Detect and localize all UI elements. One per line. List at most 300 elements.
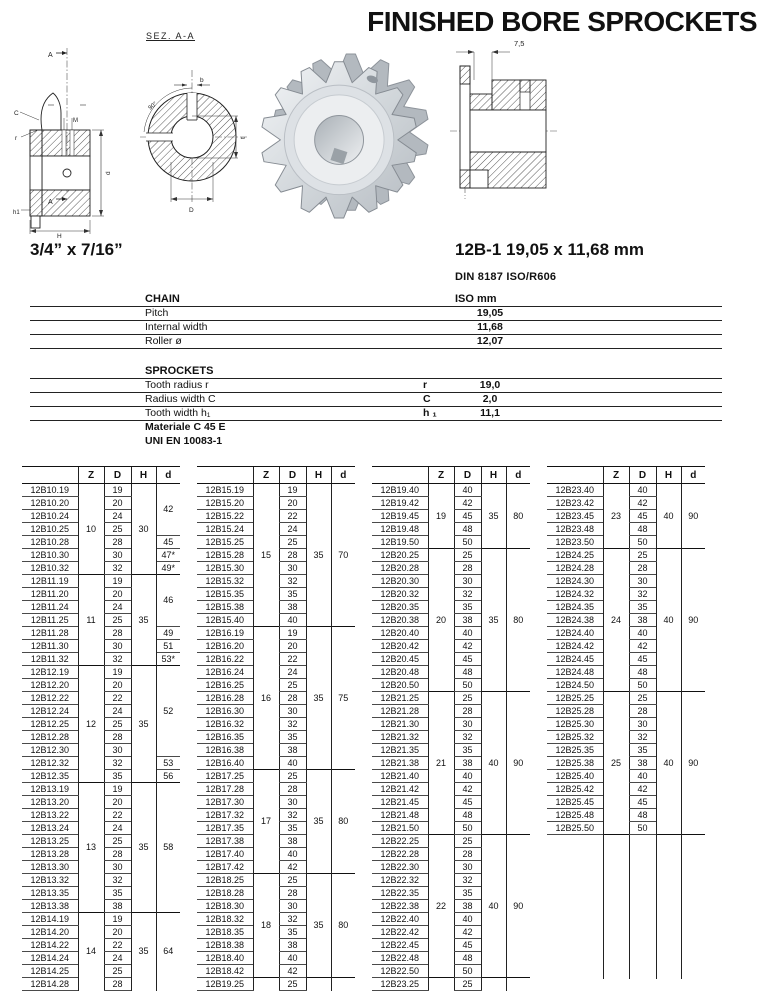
bore-cell: 30: [104, 640, 131, 653]
bore-cell: 19: [279, 484, 306, 497]
code-cell: 12B10.30: [22, 549, 78, 562]
teeth-cell: 21: [428, 692, 454, 835]
bore-cell: 20: [279, 497, 306, 510]
bore-cell: 48: [454, 809, 481, 822]
empty-cell: [681, 883, 705, 895]
hub-length-cell: [306, 978, 331, 991]
spec-value: 12,07: [476, 335, 504, 347]
bore-cell: 42: [454, 926, 481, 939]
teeth-cell: 24: [603, 549, 629, 692]
bore-cell: 35: [279, 588, 306, 601]
empty-cell: [656, 859, 681, 871]
bore-cell: 30: [279, 562, 306, 575]
empty-cell: [681, 871, 705, 883]
bore-cell: 45: [629, 510, 656, 523]
empty-cell: [547, 919, 603, 931]
part-row: [197, 627, 355, 640]
empty-cell: [603, 931, 629, 943]
material-line-1: Materiale C 45 E: [145, 421, 226, 433]
section-label: SEZ. A-A: [146, 31, 196, 41]
code-cell: 12B19.48: [372, 523, 428, 536]
column-header: H: [481, 467, 506, 484]
code-cell: 12B25.50: [547, 822, 603, 835]
code-cell: 12B22.48: [372, 952, 428, 965]
bore-cell: 28: [454, 848, 481, 861]
bore-cell: 22: [104, 809, 131, 822]
hub-dia-cell: 90: [681, 549, 705, 692]
hub-length-cell: 35: [131, 913, 156, 991]
hub-length-cell: 35: [306, 484, 331, 627]
bore-cell: 30: [279, 900, 306, 913]
bore-cell: 25: [629, 692, 656, 705]
bore-cell: 25: [104, 835, 131, 848]
bore-cell: 38: [279, 601, 306, 614]
part-table-3: [372, 466, 530, 991]
spec-value: 2,0: [482, 393, 498, 405]
bore-cell: 35: [104, 770, 131, 783]
code-cell: 12B22.32: [372, 874, 428, 887]
code-cell: 12B13.35: [22, 887, 78, 900]
empty-cell: [681, 907, 705, 919]
empty-cell: [629, 859, 656, 871]
code-cell: 12B23.50: [547, 536, 603, 549]
bore-cell: 32: [629, 731, 656, 744]
bore-cell: 22: [104, 692, 131, 705]
code-cell: 12B15.25: [197, 536, 253, 549]
bore-cell: 45: [454, 939, 481, 952]
code-cell: 12B15.28: [197, 549, 253, 562]
dim-label-b: b: [200, 77, 204, 84]
code-cell: 12B18.28: [197, 887, 253, 900]
code-cell: 12B16.30: [197, 705, 253, 718]
code-cell: 12B25.32: [547, 731, 603, 744]
bore-cell: 28: [279, 887, 306, 900]
bore-cell: 38: [279, 939, 306, 952]
code-cell: 12B16.40: [197, 757, 253, 770]
bore-cell: 28: [454, 705, 481, 718]
bore-cell: 32: [629, 588, 656, 601]
empty-row: [547, 871, 705, 883]
code-cell: 12B21.38: [372, 757, 428, 770]
chain-spec-table: [30, 293, 722, 349]
bore-cell: 35: [629, 744, 656, 757]
code-cell: 12B24.38: [547, 614, 603, 627]
bore-cell: 42: [629, 497, 656, 510]
bore-cell: 22: [104, 939, 131, 952]
bore-cell: 45: [454, 510, 481, 523]
spec-value: 19,0: [479, 379, 501, 391]
bore-cell: 28: [104, 848, 131, 861]
bore-cell: 38: [454, 757, 481, 770]
spec-label: Pitch: [145, 307, 169, 319]
column-header: D: [279, 467, 306, 484]
code-cell: 12B24.40: [547, 627, 603, 640]
bore-cell: 30: [629, 575, 656, 588]
code-cell: 12B21.32: [372, 731, 428, 744]
code-cell: 12B13.28: [22, 848, 78, 861]
code-cell: 12B15.35: [197, 588, 253, 601]
code-cell: 12B19.25: [197, 978, 253, 991]
bore-cell: 38: [629, 757, 656, 770]
dim-label-a-bottom: A: [48, 199, 53, 206]
code-cell: 12B18.25: [197, 874, 253, 887]
bore-cell: 30: [629, 718, 656, 731]
code-cell: 12B21.45: [372, 796, 428, 809]
dim-label-m: M: [73, 118, 78, 124]
code-cell: 12B21.40: [372, 770, 428, 783]
bore-cell: 24: [104, 601, 131, 614]
column-header: [22, 467, 78, 484]
code-cell: 12B12.20: [22, 679, 78, 692]
dim-label-d: d: [105, 171, 112, 175]
code-cell: 12B25.38: [547, 757, 603, 770]
empty-row: [547, 931, 705, 943]
teeth-cell: 12: [78, 666, 104, 783]
sprockets-header-row: [30, 365, 722, 379]
empty-cell: [629, 835, 656, 848]
bore-cell: 48: [454, 952, 481, 965]
code-cell: 12B20.38: [372, 614, 428, 627]
bore-cell: 50: [454, 822, 481, 835]
code-cell: 12B20.32: [372, 588, 428, 601]
spec-row-tooth-width: [30, 407, 722, 421]
empty-cell: [656, 919, 681, 931]
code-cell: 12B24.50: [547, 679, 603, 692]
code-cell: 12B15.32: [197, 575, 253, 588]
size-imperial: 3/4” x 7/16”: [30, 240, 123, 259]
part-row: [197, 484, 355, 497]
bore-cell: 45: [629, 796, 656, 809]
dim-label-t: t: [240, 137, 247, 139]
code-cell: 12B17.30: [197, 796, 253, 809]
spec-value: 11,1: [480, 407, 500, 419]
empty-cell: [547, 931, 603, 943]
code-cell: 12B15.20: [197, 497, 253, 510]
empty-cell: [656, 895, 681, 907]
bore-cell: 20: [104, 588, 131, 601]
empty-cell: [603, 883, 629, 895]
code-cell: 12B25.48: [547, 809, 603, 822]
teeth-cell: 16: [253, 627, 279, 770]
bore-cell: 35: [104, 887, 131, 900]
hub-dia-cell: 80: [331, 770, 355, 874]
bore-cell: 40: [454, 627, 481, 640]
code-cell: 12B11.20: [22, 588, 78, 601]
code-cell: 12B11.19: [22, 575, 78, 588]
spec-label: Radius width C: [145, 393, 216, 405]
code-cell: 12B13.30: [22, 861, 78, 874]
bore-cell: 50: [629, 679, 656, 692]
empty-row: [547, 955, 705, 967]
bore-cell: 28: [104, 536, 131, 549]
bore-cell: 25: [104, 965, 131, 978]
code-cell: 12B15.40: [197, 614, 253, 627]
empty-cell: [629, 967, 656, 979]
bore-cell: 35: [629, 601, 656, 614]
part-table-1: [22, 466, 180, 991]
bore-cell: 20: [104, 679, 131, 692]
hub-dia-cell: [506, 978, 530, 991]
bore-cell: 48: [629, 809, 656, 822]
empty-cell: [603, 895, 629, 907]
empty-cell: [629, 907, 656, 919]
bore-cell: 38: [104, 900, 131, 913]
hub-width-dim: 7,5: [514, 39, 525, 48]
code-cell: 12B13.19: [22, 783, 78, 796]
code-cell: 12B14.22: [22, 939, 78, 952]
code-cell: 12B23.25: [372, 978, 428, 991]
size-metric: 12B-1 19,05 x 11,68 mm: [455, 240, 645, 259]
bore-cell: 30: [454, 575, 481, 588]
empty-cell: [547, 967, 603, 979]
code-cell: 12B21.28: [372, 705, 428, 718]
bore-cell: 24: [279, 666, 306, 679]
bore-cell: 40: [279, 757, 306, 770]
empty-cell: [547, 883, 603, 895]
bore-cell: 48: [454, 666, 481, 679]
empty-cell: [547, 895, 603, 907]
bore-cell: 24: [104, 705, 131, 718]
bore-cell: 35: [279, 731, 306, 744]
code-cell: 12B13.20: [22, 796, 78, 809]
code-cell: 12B22.25: [372, 835, 428, 848]
bore-cell: 32: [279, 575, 306, 588]
empty-cell: [603, 955, 629, 967]
part-row: [547, 484, 705, 497]
part-row: [197, 874, 355, 887]
empty-cell: [629, 943, 656, 955]
column-header: [547, 467, 603, 484]
hub-dia-cell: 75: [331, 627, 355, 770]
bore-cell: 32: [279, 809, 306, 822]
column-header: Z: [603, 467, 629, 484]
code-cell: 12B21.50: [372, 822, 428, 835]
empty-cell: [656, 943, 681, 955]
code-cell: 12B17.25: [197, 770, 253, 783]
bore-cell: 25: [279, 978, 306, 991]
empty-cell: [547, 943, 603, 955]
code-cell: 12B20.35: [372, 601, 428, 614]
teeth-cell: 18: [253, 874, 279, 978]
code-cell: 12B13.38: [22, 900, 78, 913]
bore-cell: 32: [454, 731, 481, 744]
code-cell: 12B22.40: [372, 913, 428, 926]
empty-cell: [629, 919, 656, 931]
code-cell: 12B20.30: [372, 575, 428, 588]
bore-cell: 25: [454, 978, 481, 991]
column-header: Z: [78, 467, 104, 484]
bore-cell: 38: [279, 835, 306, 848]
bore-cell: 25: [279, 770, 306, 783]
empty-cell: [681, 955, 705, 967]
teeth-cell: 20: [428, 549, 454, 692]
bore-cell: 25: [454, 549, 481, 562]
code-cell: 12B16.32: [197, 718, 253, 731]
empty-row: [547, 907, 705, 919]
hub-length-cell: 35: [131, 666, 156, 783]
code-cell: 12B12.22: [22, 692, 78, 705]
part-row: [547, 549, 705, 562]
bore-cell: 28: [104, 978, 131, 991]
hub-length-cell: 40: [481, 835, 506, 978]
empty-row: [547, 895, 705, 907]
code-cell: 12B23.48: [547, 523, 603, 536]
hub-dia-cell: 80: [506, 549, 530, 692]
teeth-cell: 11: [78, 575, 104, 666]
bore-cell: 30: [279, 705, 306, 718]
code-cell: 12B25.25: [547, 692, 603, 705]
hub-dia-cell: 53*: [156, 653, 180, 666]
code-cell: 12B12.25: [22, 718, 78, 731]
column-header: Z: [253, 467, 279, 484]
code-cell: 12B25.28: [547, 705, 603, 718]
spec-label: Tooth width h₁: [145, 407, 211, 419]
code-cell: 12B23.45: [547, 510, 603, 523]
column-header: d: [156, 467, 180, 484]
hub-dia-cell: 80: [331, 874, 355, 978]
empty-cell: [603, 835, 629, 848]
code-cell: 12B15.38: [197, 601, 253, 614]
bore-cell: 32: [279, 718, 306, 731]
code-cell: 12B15.22: [197, 510, 253, 523]
hub-dia-cell: 90: [681, 692, 705, 835]
part-row: [197, 770, 355, 783]
hub-length-cell: 35: [306, 627, 331, 770]
bore-cell: 40: [279, 848, 306, 861]
empty-row: [547, 967, 705, 979]
teeth-cell: 19: [428, 484, 454, 549]
empty-cell: [629, 931, 656, 943]
sprockets-spec-table: [30, 365, 722, 421]
code-cell: 12B25.35: [547, 744, 603, 757]
dim-label-d-cap: D: [189, 207, 194, 214]
code-cell: 12B13.32: [22, 874, 78, 887]
hub-dia-cell: 90: [506, 692, 530, 835]
code-cell: 12B11.24: [22, 601, 78, 614]
column-header: d: [681, 467, 705, 484]
code-cell: 12B19.45: [372, 510, 428, 523]
code-cell: 12B20.25: [372, 549, 428, 562]
bore-cell: 19: [104, 666, 131, 679]
code-cell: 12B11.25: [22, 614, 78, 627]
bore-cell: 25: [104, 614, 131, 627]
bore-cell: 28: [104, 627, 131, 640]
part-table-header-row: [197, 467, 355, 484]
empty-cell: [603, 871, 629, 883]
teeth-cell: 25: [603, 692, 629, 835]
teeth-cell: 15: [253, 484, 279, 627]
hub-length-cell: 30: [131, 484, 156, 575]
code-cell: 12B16.22: [197, 653, 253, 666]
column-header: d: [506, 467, 530, 484]
bore-cell: 42: [454, 783, 481, 796]
teeth-cell: [253, 978, 279, 991]
bore-cell: 28: [279, 549, 306, 562]
empty-cell: [629, 883, 656, 895]
bore-cell: 35: [454, 744, 481, 757]
bore-cell: 25: [279, 874, 306, 887]
code-cell: 12B22.38: [372, 900, 428, 913]
hub-length-cell: 35: [481, 549, 506, 692]
empty-cell: [681, 835, 705, 848]
empty-cell: [656, 835, 681, 848]
code-cell: 12B18.32: [197, 913, 253, 926]
empty-row: [547, 943, 705, 955]
hub-length-cell: 35: [481, 484, 506, 549]
hub-length-cell: [481, 978, 506, 991]
code-cell: 12B24.48: [547, 666, 603, 679]
hub-dia-cell: 51: [156, 640, 180, 653]
sprocket-photo: [255, 28, 431, 243]
empty-cell: [629, 871, 656, 883]
empty-cell: [629, 955, 656, 967]
bore-cell: 24: [279, 523, 306, 536]
spec-row-radius-width: [30, 393, 722, 407]
hub-length-cell: 40: [656, 549, 681, 692]
column-header: [197, 467, 253, 484]
bore-cell: 50: [454, 965, 481, 978]
code-cell: 12B18.30: [197, 900, 253, 913]
spec-label: Tooth radius r: [145, 379, 209, 391]
code-cell: 12B16.19: [197, 627, 253, 640]
code-cell: 12B20.45: [372, 653, 428, 666]
empty-cell: [656, 955, 681, 967]
bore-cell: 30: [104, 861, 131, 874]
teeth-cell: [428, 978, 454, 991]
bore-cell: 42: [454, 640, 481, 653]
hub-dia-cell: 70: [331, 484, 355, 627]
dim-label-h: H: [57, 233, 62, 239]
hub-dia-cell: 58: [156, 783, 180, 913]
code-cell: 12B10.20: [22, 497, 78, 510]
empty-cell: [656, 907, 681, 919]
empty-cell: [603, 919, 629, 931]
chain-title: CHAIN: [145, 293, 180, 305]
bore-cell: 38: [454, 614, 481, 627]
part-row: [22, 575, 180, 588]
chain-header-row: [30, 293, 722, 307]
empty-cell: [603, 847, 629, 859]
part-row: [372, 835, 530, 848]
empty-cell: [656, 931, 681, 943]
column-header: H: [131, 467, 156, 484]
code-cell: 12B24.30: [547, 575, 603, 588]
code-cell: 12B24.32: [547, 588, 603, 601]
code-cell: 12B17.38: [197, 835, 253, 848]
hub-dia-cell: 47*: [156, 549, 180, 562]
hub-length-cell: 35: [306, 770, 331, 874]
empty-cell: [603, 967, 629, 979]
spec-row-tooth-radius: [30, 379, 722, 393]
empty-cell: [603, 943, 629, 955]
bore-cell: 25: [279, 536, 306, 549]
bore-cell: 20: [104, 497, 131, 510]
material-note: [145, 420, 226, 448]
code-cell: 12B20.40: [372, 627, 428, 640]
hub-dia-cell: 64: [156, 913, 180, 991]
code-cell: 12B19.42: [372, 497, 428, 510]
code-cell: 12B10.32: [22, 562, 78, 575]
bore-cell: 48: [629, 666, 656, 679]
hub-length-cell: 40: [656, 484, 681, 549]
bore-cell: 45: [454, 796, 481, 809]
spec-value: 19,05: [476, 307, 504, 319]
spec-label: Internal width: [145, 321, 208, 333]
front-cross-section-drawing: [12, 42, 117, 239]
hub-length-cell: 35: [131, 783, 156, 913]
page-title: FINISHED BORE SPROCKETS: [367, 6, 757, 37]
bore-cell: 35: [279, 926, 306, 939]
